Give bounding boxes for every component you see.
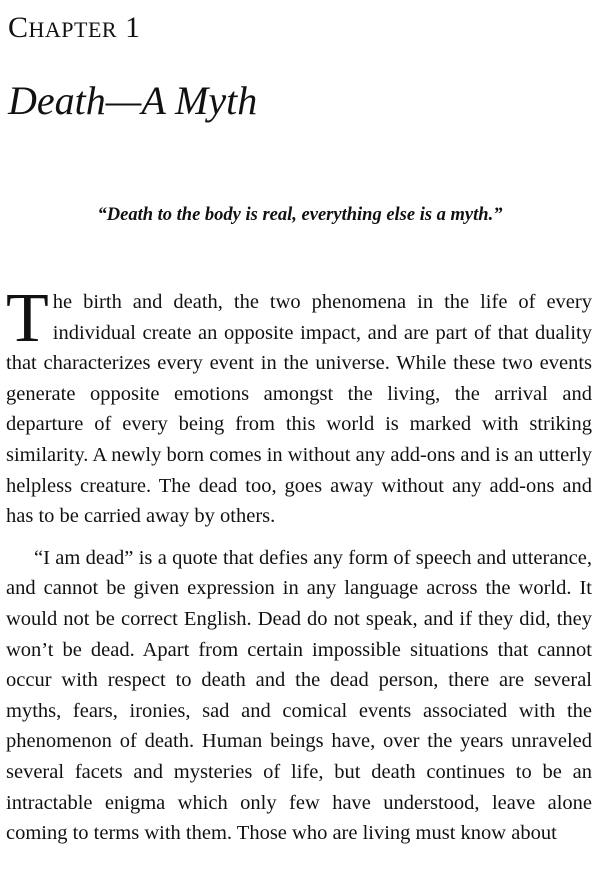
chapter-label-rest: HAPTER bbox=[28, 17, 118, 42]
epigraph: “Death to the body is real, everything else is a myth.” bbox=[97, 205, 503, 225]
chapter-label bbox=[8, 10, 141, 48]
paragraph-1-text: he birth and death, the two phenomena in the life of every individual create an opposite impact, and are part of that duality that characterizes every event in the universe. While these two events generate opposite emotions amongst the living, the arrival and departure of every being from this world is marked with striking similarity. A newly born comes in without any add-ons and is an utterly helpless creature. The dead too, goes away without any add-ons and has to be carried away by others. bbox=[6, 291, 592, 528]
chapter-label-initial: C bbox=[8, 11, 29, 44]
body-text bbox=[6, 280, 592, 849]
chapter-number: 1 bbox=[125, 11, 141, 44]
paragraph-2 bbox=[6, 543, 592, 849]
drop-cap: T bbox=[6, 280, 49, 357]
paragraph-2-text: “I am dead” is a quote that defies any form of speech and utterance, and cannot be given expression in any language across the world. It would not be correct English. Dead do not speak, and if they did, they won’t be dead. Apart from certain impossible situations that cannot occur with respect to death and the dead person, there are several myths, fears, ironies, sad and comical events associated with the phenomenon of death. Human beings have, over the years unraveled several facets and mysteries of life, but death continues to be an intractable enigma which only few have understood, leave alone coming to terms with them. Those who are living must know about bbox=[6, 546, 592, 845]
chapter-title: Death—A Myth bbox=[8, 78, 258, 123]
paragraph-1 bbox=[6, 280, 592, 532]
